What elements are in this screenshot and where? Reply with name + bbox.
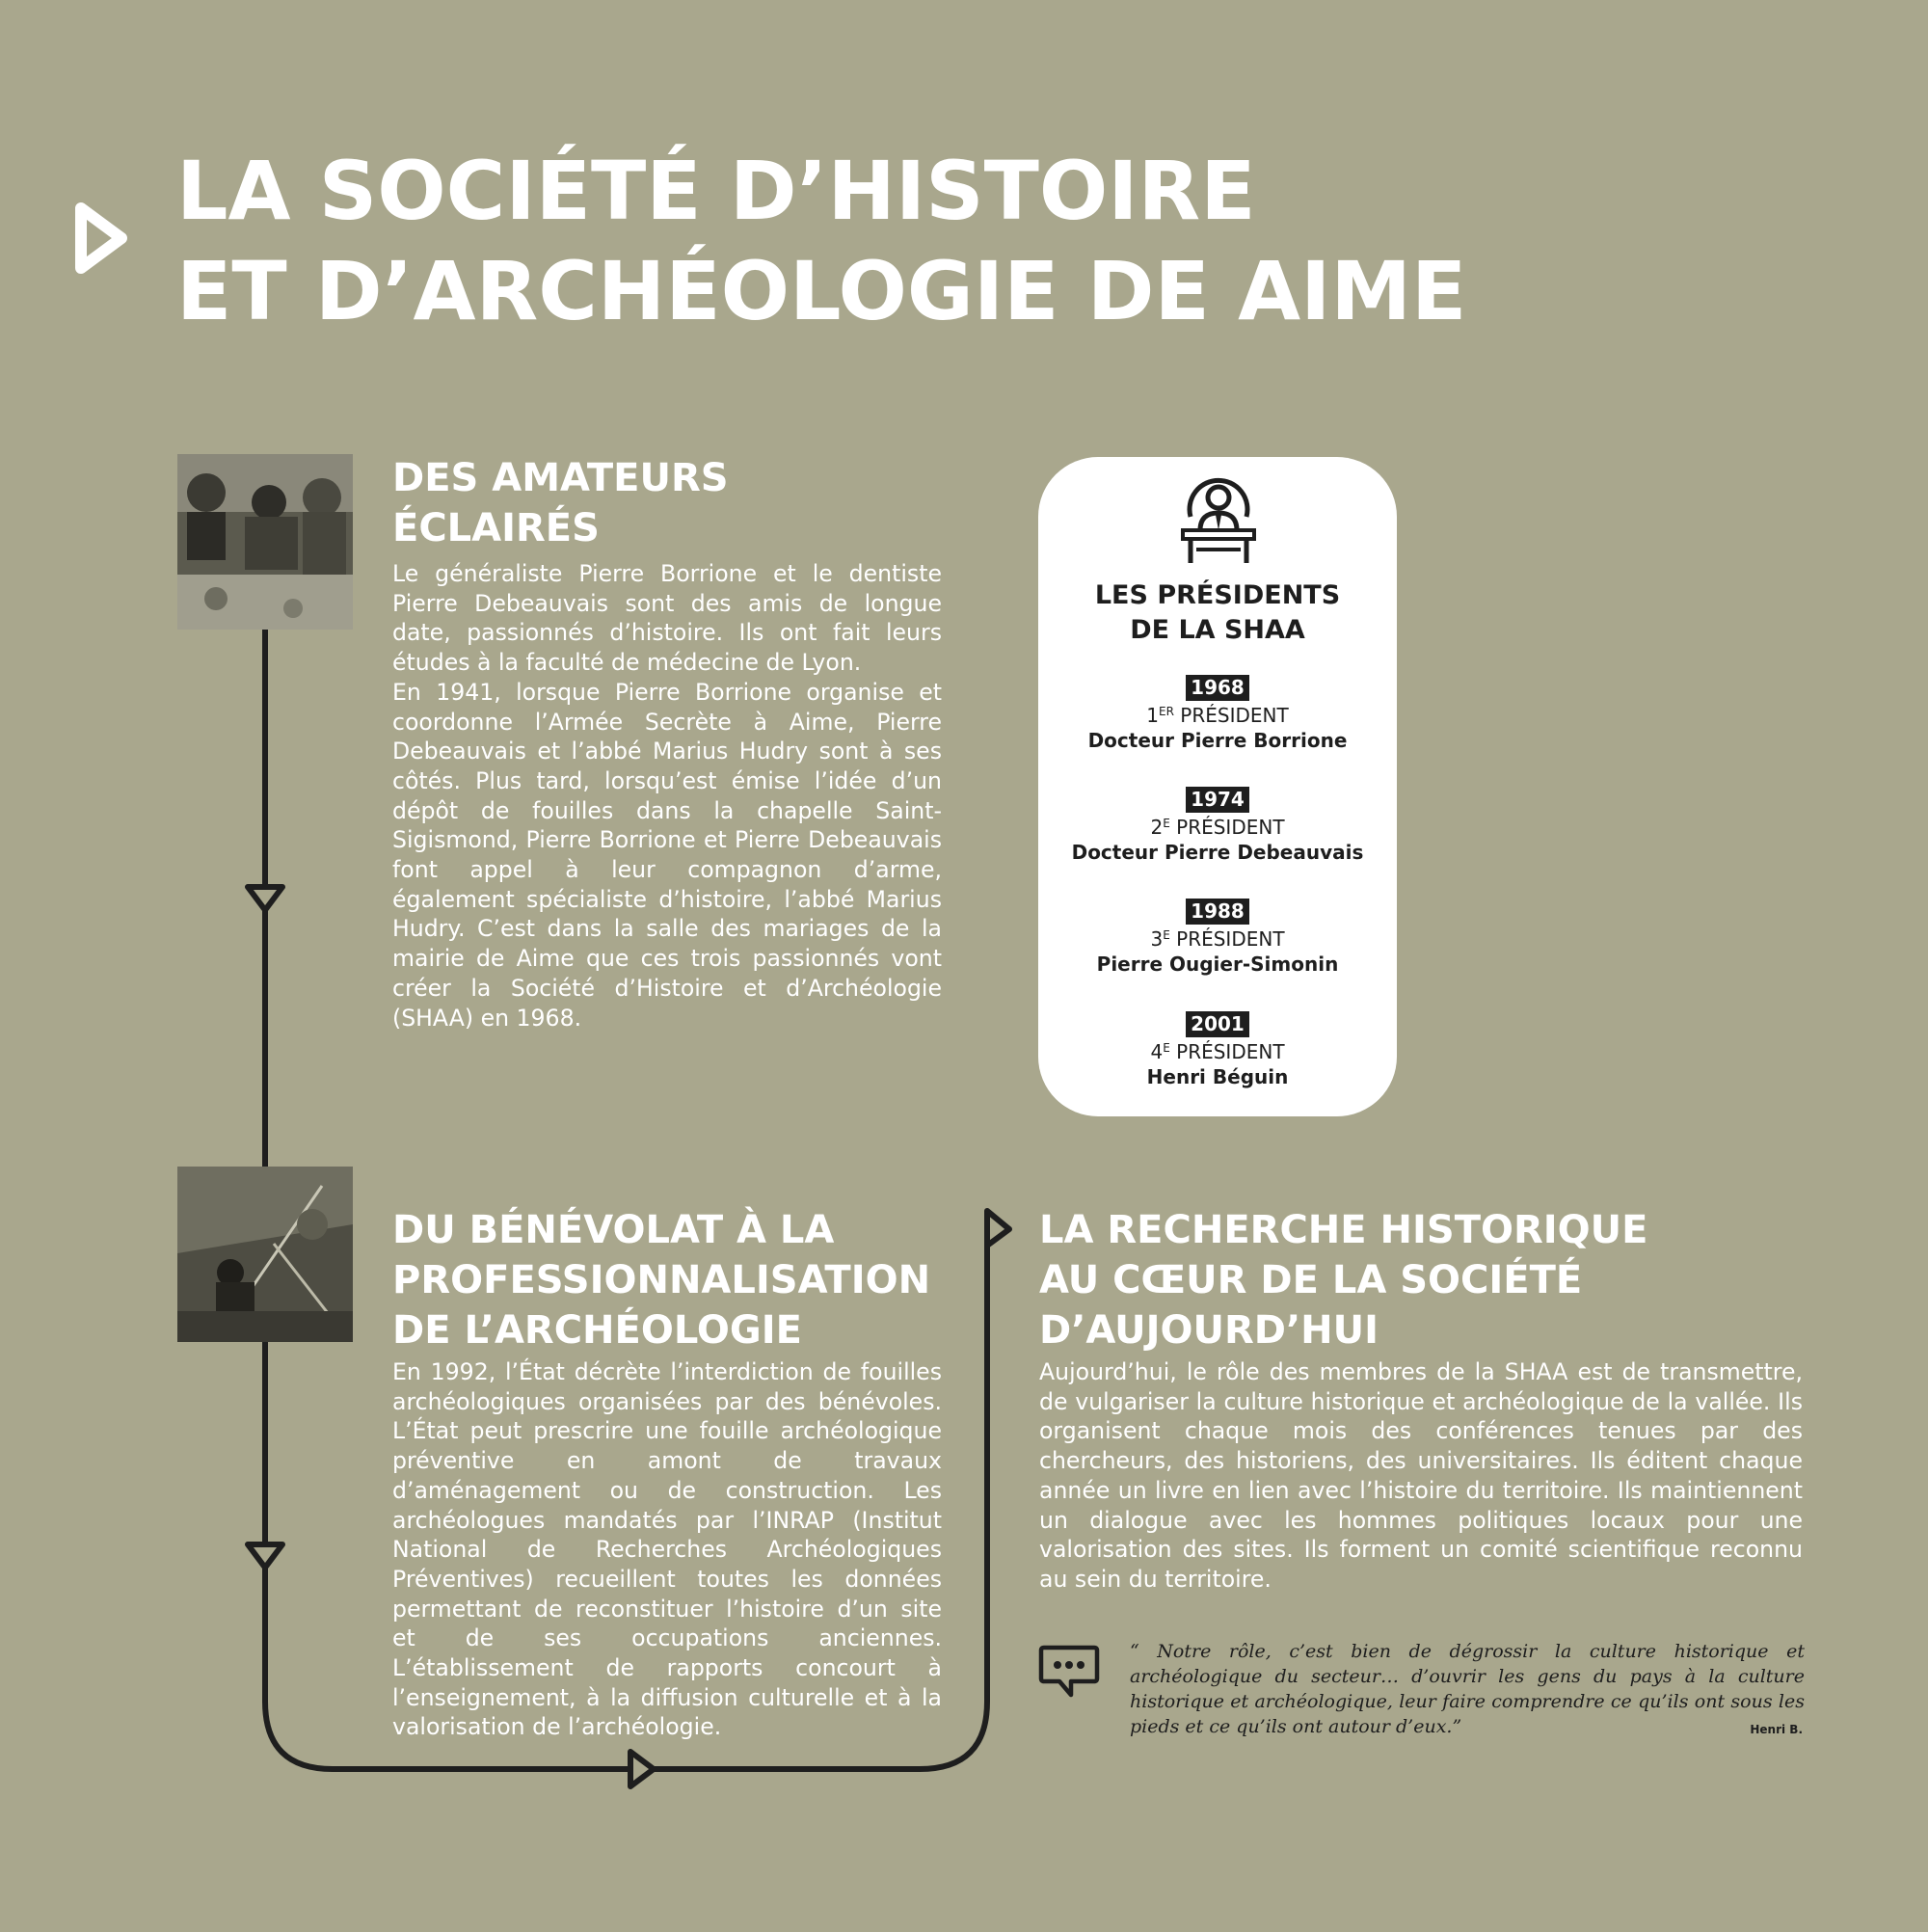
president-entry (1038, 675, 1397, 753)
section-text-benevolat: En 1992, l’État décrète l’interdiction de fouilles archéologiques organisées par des bénévoles. L’État peut prescrire une fouille archéologique préventive en amont de travaux d’aménagement ou de construction. Les archéologues mandatés par l’INRAP (Institut National de Recherches Archéologiques Préventives) recueillent toutes les données permettant de reconstituer l’histoire d’un site et de ses occupations anciennes. L’établissement de rapports concourt à l’enseignement, à la diffusion culturelle et à la valorisation de l’archéologie. (392, 1358, 942, 1741)
section-text-recherche: Aujourd’hui, le rôle des membres de la SHAA est de transmettre, de vulgariser la culture historique et archéologique de la vallée. Ils organisent chaque mois des conférences tenues par des chercheurs, des historiens, des universitaires. Ils éditent chaque année un livre en lien avec l’histoire du territoire. Ils maintiennent un dialogue avec les hommes politiques locaux pour une valorisation des sites. Ils forment un comité scientifique reconnu au sein du territoire. (1039, 1358, 1803, 1593)
presidents-title (1038, 578, 1397, 648)
section-title-line: D’AUJOURD’HUI (1039, 1308, 1379, 1353)
president-entry (1038, 787, 1397, 865)
speech-bubble-icon (1038, 1644, 1100, 1700)
section-paragraph: Le généraliste Pierre Borrione et le dentiste Pierre Debeauvais sont des amis de longue date, passionnés d’histoire. Ils ont fait leurs études à la faculté de médecine de Lyon. (392, 560, 942, 677)
section-paragraph: En 1941, lorsque Pierre Borrione organise et coordonne l’Armée Secrète à Aime, Pierre Debeauvais et l’abbé Marius Hudry sont à ses côtés. Plus tard, lorsqu’est émise l’idée d’un dépôt de fouilles dans la chapelle Saint-Sigismond, Pierre Borrione et Pierre Debeauvais font appel à leur compagnon d’arme, également spécialiste d’histoire, l’abbé Marius Hudry. C’est dans la salle des mariages de la mairie de Aime que ces trois passionnés vont créer la Société d’Histoire et d’Archéologie (SHAA) en 1968. (392, 678, 942, 1032)
excavation-photo-1 (177, 454, 353, 630)
quote-author: Henri B. (1750, 1723, 1803, 1736)
quote-text: “ Notre rôle, c’est bien de dégrossir la culture historique et archéologique du secteur… d’ouvrir les gens du pays à la culture historique et archéologique, leur faire comprendre ce qu’ils ont sous les pieds et ce qu’ils ont autour d’eux.” (1130, 1641, 1805, 1737)
section-title-benevolat (392, 1205, 971, 1355)
president-name: Henri Béguin (1146, 1065, 1289, 1088)
timeline-arrow-right (630, 1752, 654, 1786)
section-title-line: LA RECHERCHE HISTORIQUE (1039, 1208, 1648, 1252)
presidents-title-line-1: LES PRÉSIDENTS (1094, 580, 1341, 610)
section-title-line: AU CŒUR DE LA SOCIÉTÉ (1039, 1258, 1583, 1302)
president-name: Docteur Pierre Debeauvais (1071, 841, 1364, 864)
timeline-arrow-down-1 (248, 887, 282, 910)
president-name: Docteur Pierre Borrione (1087, 729, 1348, 752)
page-title-line-1: LA SOCIÉTÉ D’HISTOIRE (176, 144, 1256, 238)
section-title-line: DE L’ARCHÉOLOGIE (392, 1308, 802, 1353)
president-role: $2^E$ PRÉSIDENT (1150, 816, 1285, 839)
president-name: Pierre Ougier-Simonin (1096, 953, 1339, 976)
timeline-arrow-down-2 (248, 1544, 282, 1568)
speaker-podium-icon (1177, 470, 1260, 567)
page-title-line-2: ET D’ARCHÉOLOGIE DE AIME (176, 244, 1467, 338)
president-year: 2001 (1186, 1011, 1249, 1037)
presidents-card (1038, 457, 1397, 1116)
president-role: $3^E$ PRÉSIDENT (1150, 927, 1285, 951)
section-title-line: DU BÉNÉVOLAT À LA (392, 1208, 835, 1252)
section-text-amateurs (392, 559, 942, 1033)
president-year: 1988 (1186, 899, 1249, 925)
president-role: $4^E$ PRÉSIDENT (1150, 1040, 1285, 1063)
presidents-title-line-2: DE LA SHAA (1130, 615, 1305, 645)
president-entry (1038, 899, 1397, 977)
section-title-amateurs: DES AMATEURS ÉCLAIRÉS (392, 456, 729, 550)
president-entry (1038, 1011, 1397, 1089)
section-title-line: PROFESSIONNALISATION (392, 1258, 931, 1302)
president-year: 1968 (1186, 675, 1249, 701)
section-title-recherche (1039, 1205, 1810, 1355)
president-role: 1ER PRÉSIDENT (1146, 704, 1289, 727)
timeline-arrow-end (987, 1211, 1009, 1246)
president-year: 1974 (1186, 787, 1249, 813)
excavation-photo-2 (177, 1167, 353, 1342)
